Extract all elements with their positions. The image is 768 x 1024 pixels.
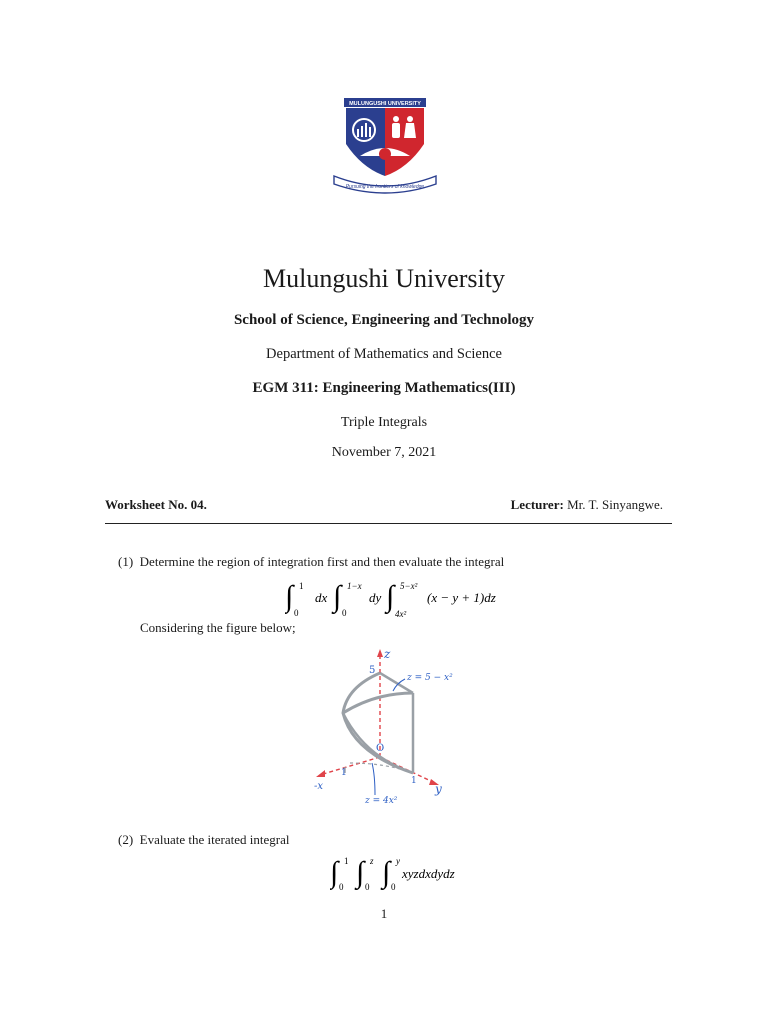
- int2-lower: 0: [342, 608, 347, 618]
- header-rule: [105, 523, 672, 524]
- question-1-number: (1): [118, 554, 134, 569]
- x-axis-label: -x: [314, 781, 324, 792]
- logo-shield-right: [385, 108, 424, 176]
- q2-int3-upper: y: [396, 856, 400, 866]
- q2-int3-lower: 0: [391, 882, 396, 892]
- topic: Triple Integrals: [340, 415, 428, 430]
- integral-sign-icon: ∫: [330, 856, 339, 889]
- int2-upper: 1−x: [347, 581, 362, 591]
- origin-label: O: [376, 743, 385, 754]
- top-edge-curve: [343, 693, 413, 713]
- university-title: Mulungushi University: [263, 264, 505, 293]
- question-2-number: (2): [118, 832, 134, 847]
- question-2: [118, 832, 289, 848]
- q2-int1-upper: 1: [344, 856, 349, 866]
- question-1-integral: [285, 576, 525, 620]
- question-1-text: Determine the region of integration first and then evaluate the integral: [139, 554, 505, 569]
- lecturer-label: Lecturer:: [510, 497, 564, 512]
- university-logo: [330, 96, 440, 200]
- department-name: Department of Mathematics and Science: [266, 346, 502, 362]
- int1-upper: 1: [299, 581, 304, 591]
- int3-lower: 4x²: [395, 609, 407, 619]
- worksheet-label: Worksheet No. 04.: [105, 497, 207, 512]
- question-2-integral: [330, 852, 480, 896]
- top-value-label: 5: [369, 665, 376, 676]
- x-axis: [320, 757, 380, 775]
- int3-upper: 5−x²: [400, 581, 418, 591]
- logo-name-text: MULUNGUSHI UNIVERSITY: [349, 101, 421, 107]
- y-axis-label: y: [435, 782, 442, 796]
- course-title: EGM 311: Engineering Mathematics(III): [252, 380, 516, 396]
- lower-label-pointer: [372, 763, 375, 795]
- x-axis-arrow-icon: [316, 770, 325, 777]
- integral-sign-icon: ∫: [285, 580, 294, 613]
- q2-integrand: xyzdxdydz: [402, 866, 455, 881]
- z-axis-label: z: [384, 647, 391, 661]
- upper-surface-label: z = 5 − x²: [407, 673, 453, 683]
- int1-lower: 0: [294, 608, 299, 618]
- question-1: [118, 554, 504, 570]
- page-number: 1: [380, 906, 388, 921]
- region-figure: [305, 645, 465, 805]
- integral-sign-icon: ∫: [333, 580, 342, 613]
- logo-banner-text: Pursuing the frontiers of knowledge: [345, 184, 425, 190]
- q2-int2-upper: z: [370, 856, 374, 866]
- integral-sign-icon: ∫: [386, 580, 395, 613]
- q2-int1-lower: 0: [339, 882, 344, 892]
- int2-body: dy: [369, 590, 382, 605]
- lecturer: [511, 497, 663, 513]
- logo-sun-icon: [379, 148, 391, 160]
- lecturer-name: Mr. T. Sinyangwe.: [567, 497, 663, 512]
- x-tick-label: 1: [341, 768, 347, 778]
- question-2-text: Evaluate the iterated integral: [139, 832, 290, 847]
- int1-body: dx: [315, 590, 328, 605]
- document-date: November 7, 2021: [331, 445, 437, 460]
- int3-body: (x − y + 1)dz: [427, 590, 496, 605]
- integral-sign-icon: ∫: [382, 856, 391, 889]
- school-name: School of Science, Engineering and Technology: [233, 312, 535, 328]
- integral-sign-icon: ∫: [356, 856, 365, 889]
- y-tick-label: 1: [411, 776, 417, 786]
- lower-surface-label: z = 4x²: [365, 796, 398, 805]
- z-axis-arrow-icon: [377, 649, 383, 657]
- question-1-followup: Considering the figure below;: [140, 620, 296, 635]
- q2-int2-lower: 0: [365, 882, 370, 892]
